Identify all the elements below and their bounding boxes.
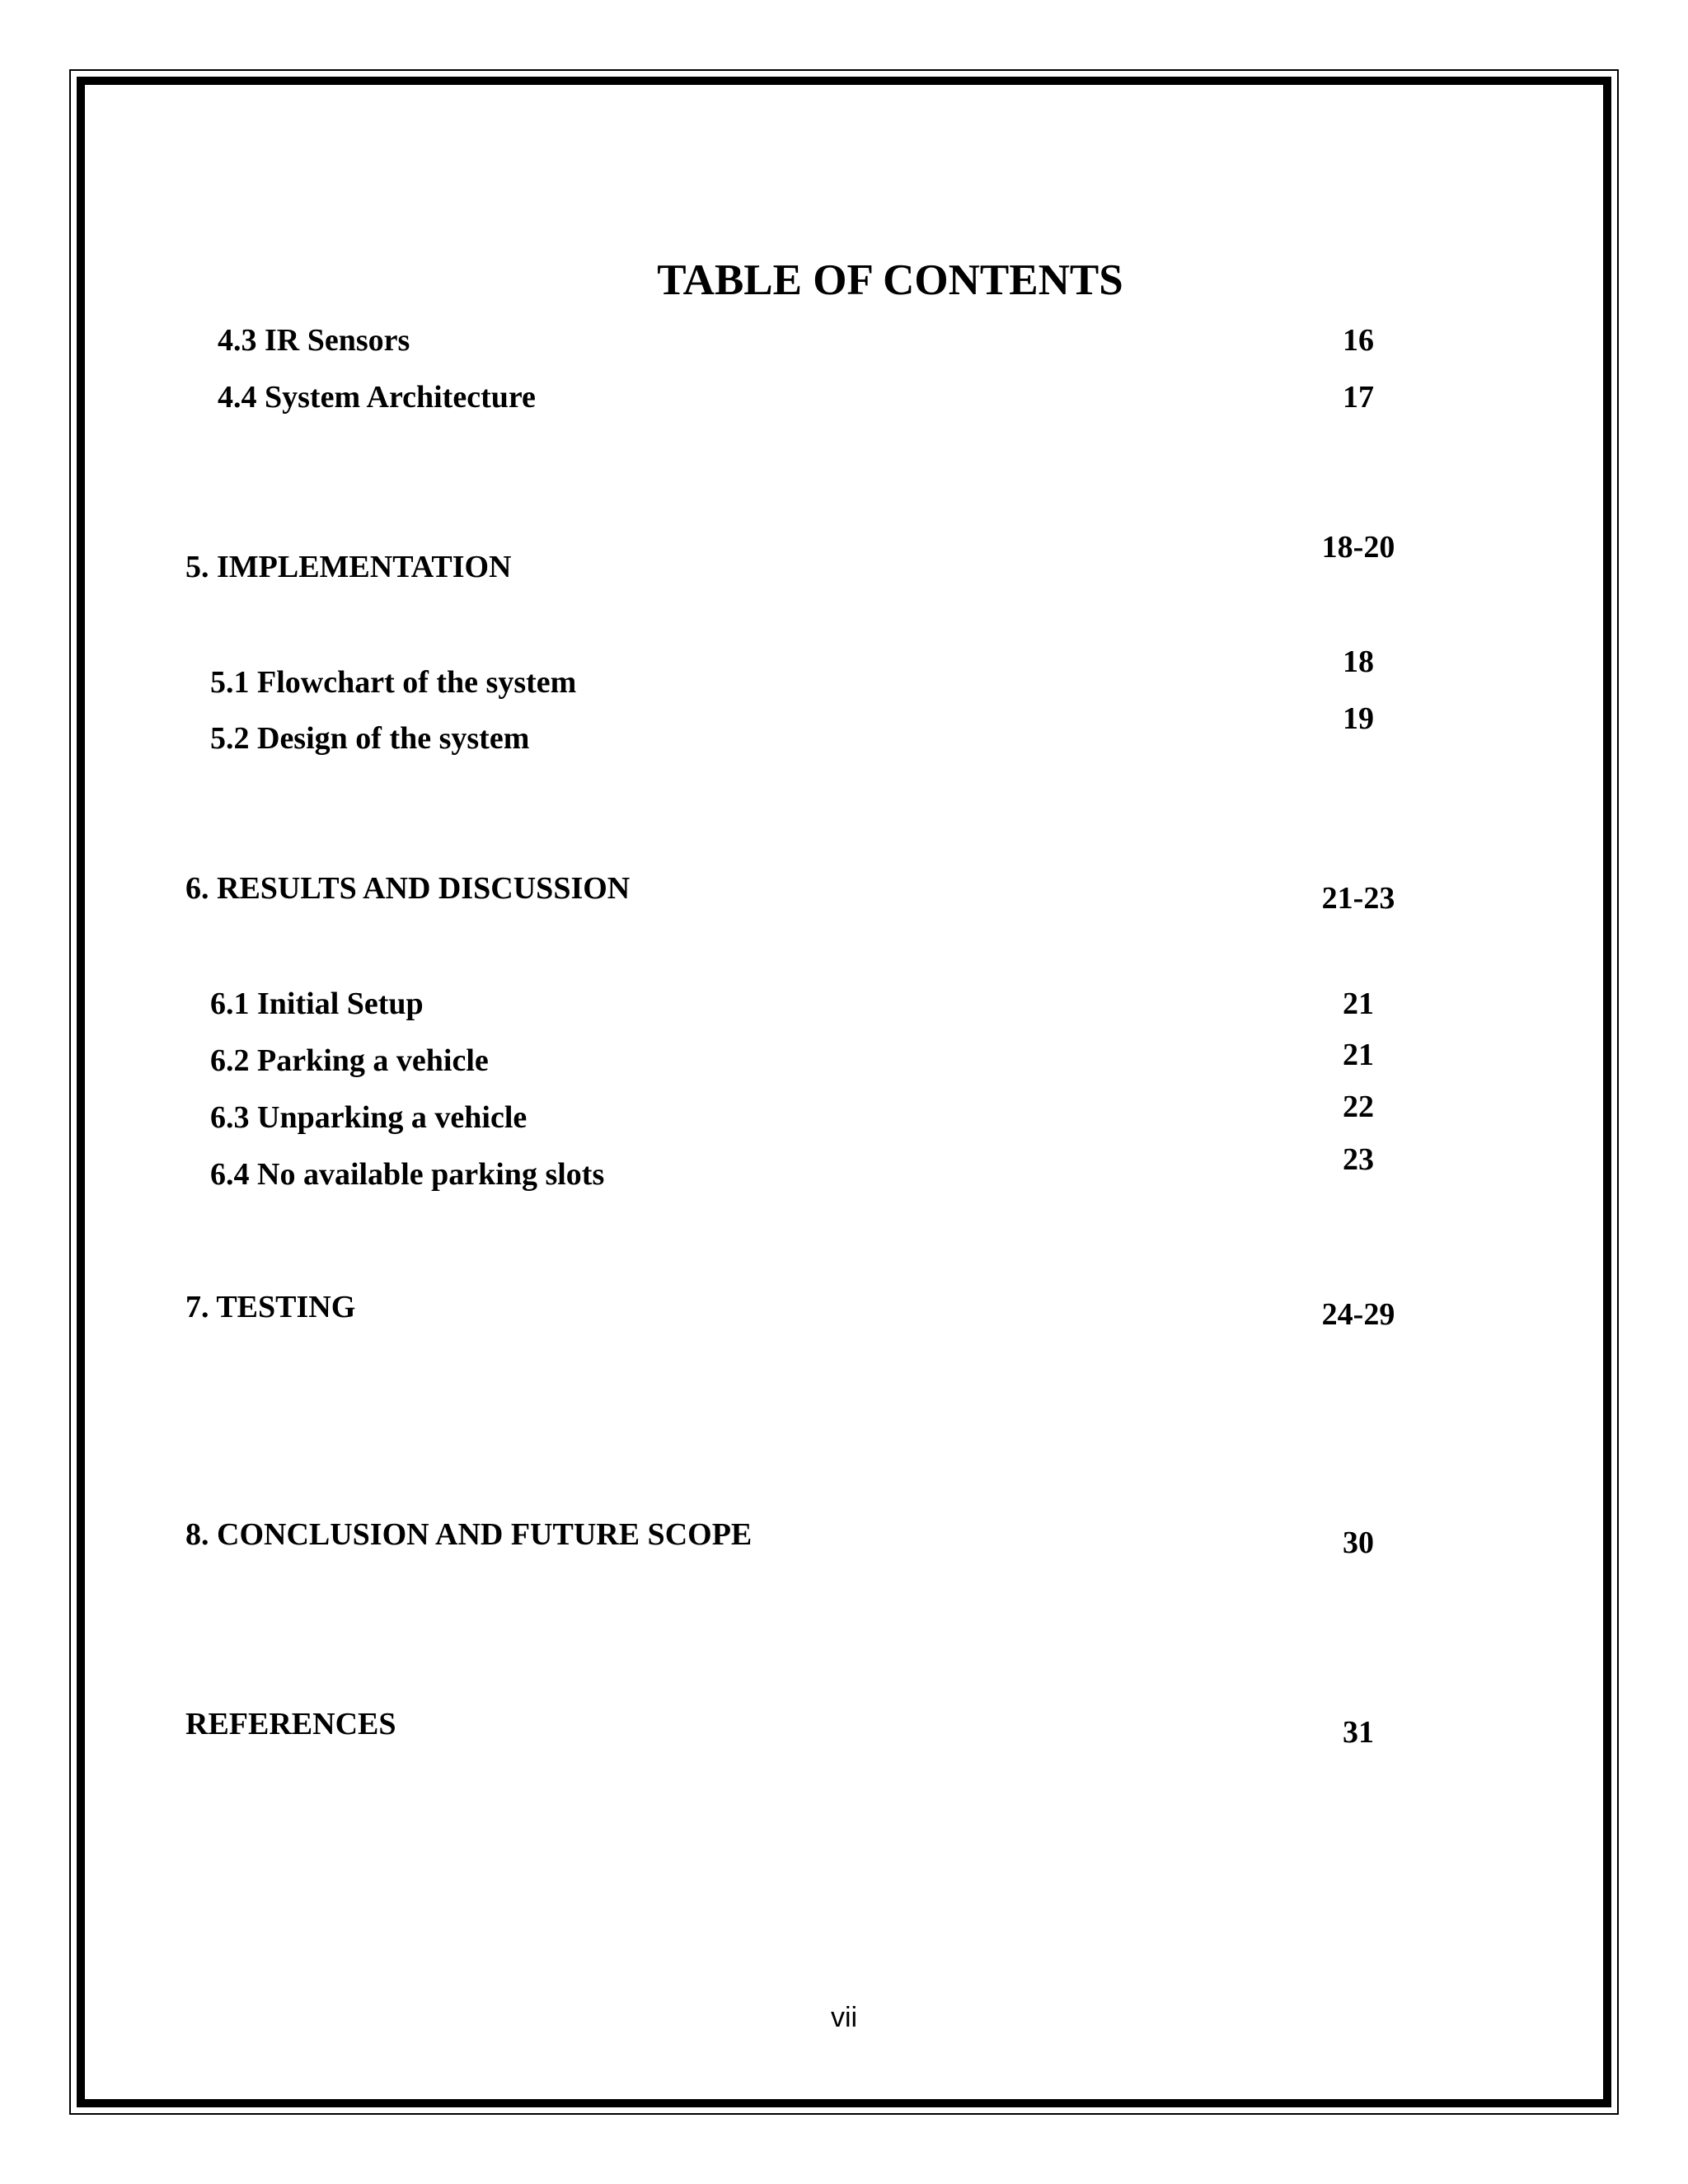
toc-entry-6-page: 21-23 bbox=[1321, 881, 1395, 916]
toc-entry-5-page: 18-20 bbox=[1321, 530, 1395, 565]
toc-entry-6-1-page: 21 bbox=[1343, 987, 1374, 1021]
toc-entry-5-label: 5. IMPLEMENTATION bbox=[185, 550, 512, 584]
toc-entry-references-page: 31 bbox=[1343, 1715, 1374, 1750]
toc-entry-4-3-page: 16 bbox=[1343, 323, 1374, 358]
toc-entry-6-4-page: 23 bbox=[1343, 1142, 1374, 1177]
toc-entry-7-label: 7. TESTING bbox=[185, 1290, 356, 1324]
toc-entry-5-1-page: 18 bbox=[1343, 644, 1374, 679]
toc-entry-6-4-label: 6.4 No available parking slots bbox=[210, 1157, 605, 1192]
toc-entry-references-label: REFERENCES bbox=[185, 1707, 396, 1741]
toc-entry-6-2-page: 21 bbox=[1343, 1038, 1374, 1072]
toc-entry-6-3-page: 22 bbox=[1343, 1090, 1374, 1124]
toc-entry-8-label: 8. CONCLUSION AND FUTURE SCOPE bbox=[185, 1517, 753, 1552]
toc-entry-5-2-page: 19 bbox=[1343, 701, 1374, 736]
toc-entry-4-4-page: 17 bbox=[1343, 380, 1374, 415]
toc-entry-5-1-label: 5.1 Flowchart of the system bbox=[210, 665, 577, 700]
page-number-footer: vii bbox=[830, 2002, 858, 2033]
toc-entry-6-2-label: 6.2 Parking a vehicle bbox=[210, 1043, 489, 1078]
toc-entry-7-page: 24-29 bbox=[1321, 1297, 1395, 1332]
toc-entry-4-3-label: 4.3 IR Sensors bbox=[218, 323, 410, 358]
toc-entry-4-4-label: 4.4 System Architecture bbox=[218, 380, 536, 415]
toc-entry-6-label: 6. RESULTS AND DISCUSSION bbox=[185, 871, 631, 906]
toc-entry-5-2-label: 5.2 Design of the system bbox=[210, 721, 530, 756]
page-title: TABLE OF CONTENTS bbox=[657, 256, 1123, 304]
toc-entry-6-3-label: 6.3 Unparking a vehicle bbox=[210, 1100, 528, 1135]
toc-entry-8-page: 30 bbox=[1343, 1526, 1374, 1560]
toc-entry-6-1-label: 6.1 Initial Setup bbox=[210, 987, 424, 1021]
